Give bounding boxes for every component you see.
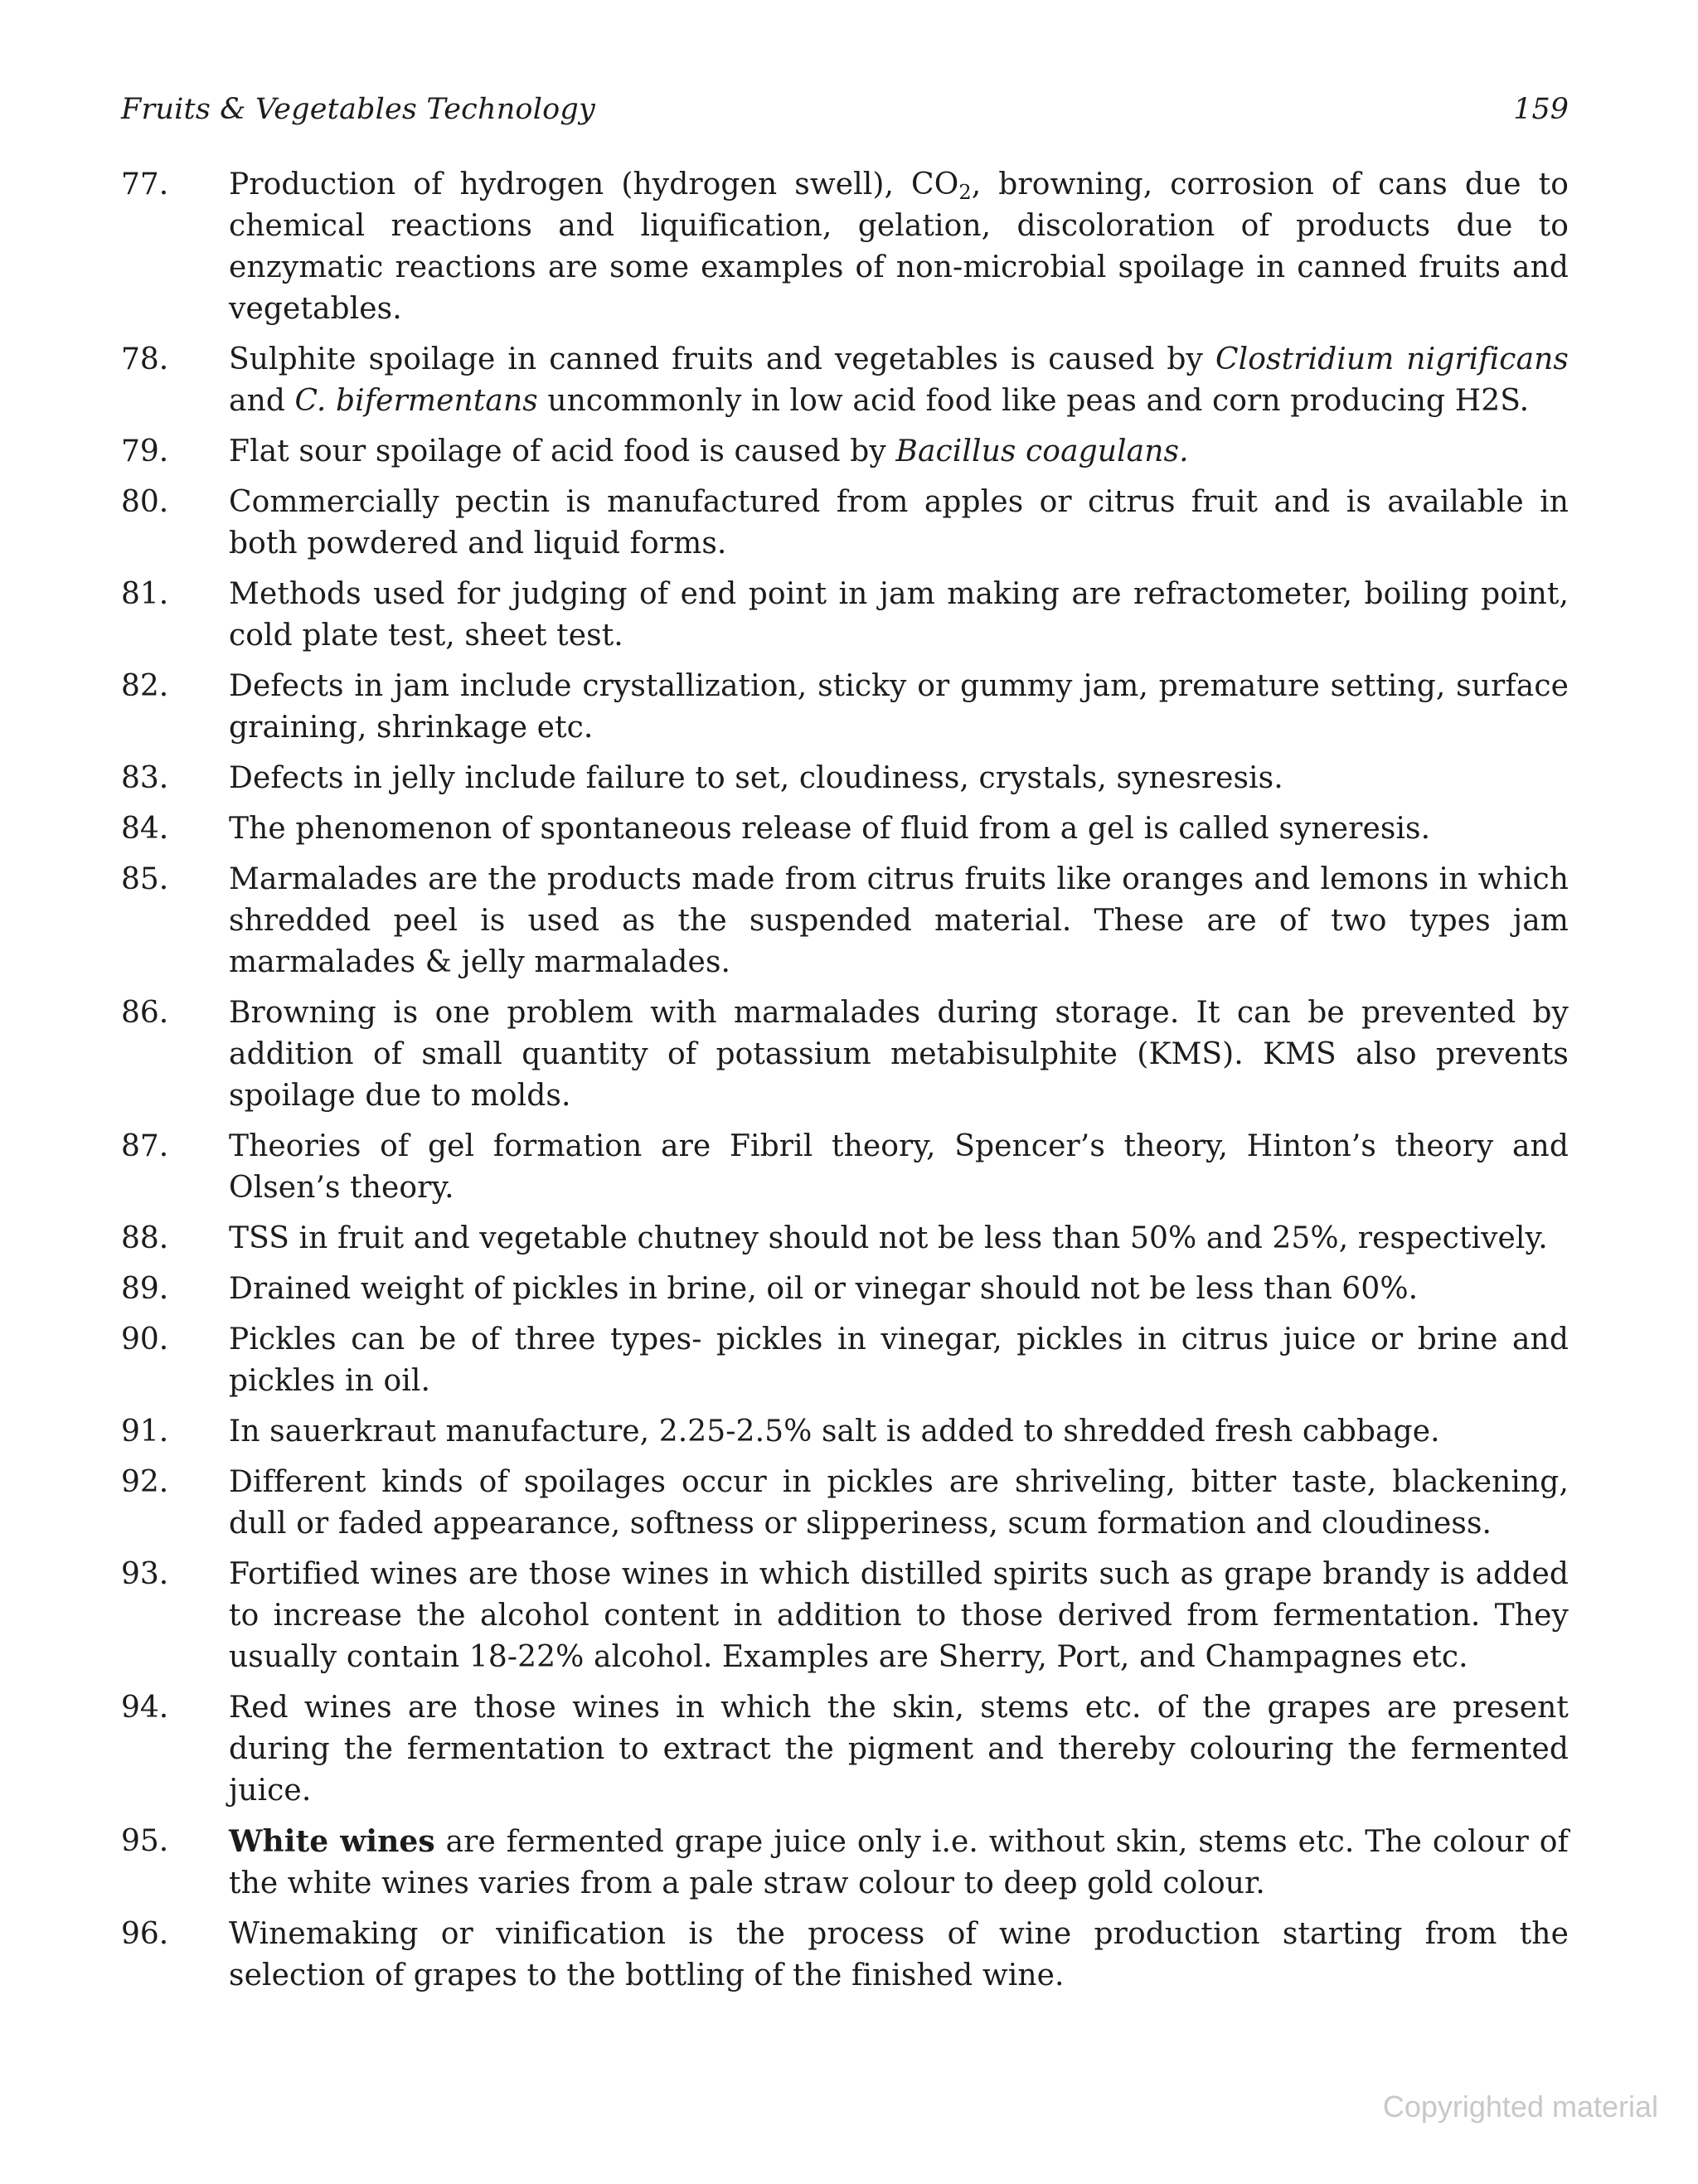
item-text — [229, 339, 1569, 422]
running-header-title: Fruits & Vegetables Technology — [121, 93, 595, 126]
item-text — [229, 164, 1569, 330]
list-item — [121, 1269, 1569, 1310]
item-text — [229, 1462, 1569, 1545]
list-item — [121, 1218, 1569, 1259]
list-item — [121, 1462, 1569, 1545]
item-text — [229, 431, 1569, 473]
item-number: 89. — [121, 1272, 169, 1306]
list-item — [121, 574, 1569, 657]
text-run: Commercially pectin is manufactured from apples or citrus fruit and is available in both powdered and liquid forms. — [229, 485, 1569, 561]
list-item — [121, 993, 1569, 1117]
italic-text: Clostridium nigrificans — [1215, 342, 1569, 376]
italic-text: Bacillus coagulans. — [895, 434, 1189, 468]
text-run: and — [229, 384, 295, 418]
list-item — [121, 482, 1569, 565]
item-number: 91. — [121, 1415, 169, 1449]
item-number: 87. — [121, 1129, 169, 1163]
numbered-list — [121, 164, 1569, 2006]
text-run: uncommonly in low acid food like peas and corn producing H2S. — [537, 384, 1530, 418]
list-item — [121, 666, 1569, 749]
item-text — [229, 1554, 1569, 1678]
subscript-text: 2 — [958, 181, 972, 204]
text-run: are fermented grape juice only i.e. without skin, stems etc. The colour of the white wines varies from a pale straw colour to deep gold colour. — [229, 1825, 1569, 1900]
list-item — [121, 1687, 1569, 1812]
item-text — [229, 758, 1569, 799]
item-number: 92. — [121, 1465, 169, 1499]
text-run: , browning, corrosion of cans due to chemical reactions and liquification, gelation, discoloration of products due to enzymatic reactions are some examples of non-microbial spoilage in canned fruits and vegetables. — [229, 167, 1569, 326]
text-run: In sauerkraut manufacture, 2.25-2.5% salt is added to shredded fresh cabbage. — [229, 1415, 1440, 1449]
text-run: Defects in jam include crystallization, sticky or gummy jam, premature setting, surface graining, shrinkage etc. — [229, 669, 1569, 745]
item-text — [229, 1687, 1569, 1812]
list-item — [121, 431, 1569, 473]
text-run: Red wines are those wines in which the skin, stems etc. of the grapes are present during the fermentation to extract the pigment and thereby colouring the fermented juice. — [229, 1691, 1569, 1808]
text-run: Production of hydrogen (hydrogen swell), CO — [229, 167, 959, 201]
page-number: 159 — [1513, 93, 1569, 126]
item-number: 96. — [121, 1917, 169, 1951]
list-item — [121, 1319, 1569, 1402]
item-number: 79. — [121, 434, 169, 468]
item-text — [229, 808, 1569, 850]
text-run: Flat sour spoilage of acid food is caused by — [229, 434, 896, 468]
list-item — [121, 1126, 1569, 1209]
text-run: Sulphite spoilage in canned fruits and vegetables is caused by — [229, 342, 1215, 376]
list-item — [121, 758, 1569, 799]
list-item — [121, 1821, 1569, 1905]
item-number: 83. — [121, 761, 169, 795]
item-text — [229, 1319, 1569, 1402]
list-item — [121, 164, 1569, 330]
italic-text: C. bifermentans — [294, 384, 538, 418]
text-run: Pickles can be of three types- pickles in vinegar, pickles in citrus juice or brine and pickles in oil. — [229, 1323, 1569, 1398]
item-number: 81. — [121, 577, 169, 611]
item-number: 80. — [121, 485, 169, 519]
item-number: 88. — [121, 1221, 169, 1255]
item-text — [229, 1218, 1569, 1259]
item-text — [229, 1269, 1569, 1310]
item-number: 95. — [121, 1824, 169, 1858]
text-run: Defects in jelly include failure to set, cloudiness, crystals, synesresis. — [229, 761, 1283, 795]
watermark: Copyrighted material — [1382, 2089, 1658, 2123]
list-item — [121, 1411, 1569, 1453]
item-text — [229, 482, 1569, 565]
item-text — [229, 1914, 1569, 1997]
list-item — [121, 859, 1569, 983]
item-text — [229, 666, 1569, 749]
item-text — [229, 574, 1569, 657]
text-run: Fortified wines are those wines in which distilled spirits such as grape brandy is added to increase the alcohol content in addition to those derived from fermentation. They usually contain 18-22% alcohol. Examples are Sherry, Port, and Champagnes etc. — [229, 1557, 1569, 1674]
list-item — [121, 1914, 1569, 1997]
item-number: 93. — [121, 1557, 169, 1591]
item-text — [229, 1126, 1569, 1209]
item-number: 82. — [121, 669, 169, 703]
text-run: Methods used for judging of end point in jam making are refractometer, boiling point, cold plate test, sheet test. — [229, 577, 1569, 653]
list-item — [121, 1554, 1569, 1678]
item-number: 78. — [121, 342, 169, 376]
item-text — [229, 1821, 1569, 1905]
item-text — [229, 859, 1569, 983]
list-item — [121, 339, 1569, 422]
item-number: 90. — [121, 1323, 169, 1357]
text-run: Drained weight of pickles in brine, oil or vinegar should not be less than 60%. — [229, 1272, 1419, 1306]
text-run: Browning is one problem with marmalades during storage. It can be prevented by addition of small quantity of potassium metabisulphite (KMS). KMS also prevents spoilage due to molds. — [229, 996, 1569, 1113]
item-text — [229, 993, 1569, 1117]
text-run: Different kinds of spoilages occur in pickles are shriveling, bitter taste, blackening, dull or faded appearance, softness or slipperiness, scum formation and cloudiness. — [229, 1465, 1569, 1541]
item-number: 86. — [121, 996, 169, 1030]
text-run: Winemaking or vinification is the process of wine production starting from the selection of grapes to the bottling of the finished wine. — [229, 1917, 1569, 1992]
text-run: Marmalades are the products made from citrus fruits like oranges and lemons in which shredded peel is used as the suspended material. These are of two types jam marmalades & jelly marmalades. — [229, 862, 1569, 979]
item-number: 85. — [121, 862, 169, 896]
text-run: TSS in fruit and vegetable chutney should not be less than 50% and 25%, respectively. — [229, 1221, 1548, 1255]
item-number: 84. — [121, 812, 169, 846]
item-number: 77. — [121, 167, 169, 201]
text-run: Theories of gel formation are Fibril theory, Spencer’s theory, Hinton’s theory and Olsen’s theory. — [229, 1129, 1569, 1205]
item-number: 94. — [121, 1691, 169, 1725]
list-item — [121, 808, 1569, 850]
item-text — [229, 1411, 1569, 1453]
bold-text: White wines — [229, 1824, 435, 1859]
text-run: The phenomenon of spontaneous release of fluid from a gel is called syneresis. — [229, 812, 1431, 846]
